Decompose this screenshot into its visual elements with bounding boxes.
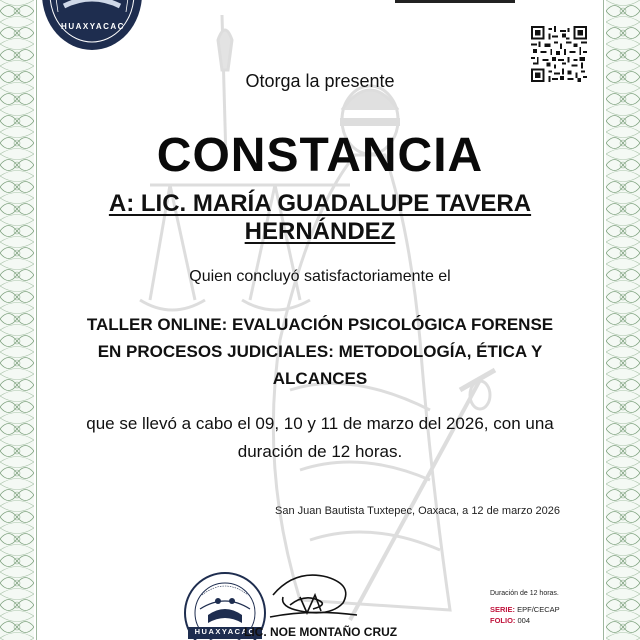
- recipient-name-line2: HERNÁNDEZ: [244, 218, 396, 245]
- course-title-line2: EN PROCESOS JUDICIALES: METODOLOGÍA, ÉTICA Y: [97, 342, 543, 361]
- folio-label: FOLIO:: [490, 616, 516, 625]
- course-title-line1: TALLER ONLINE: EVALUACIÓN PSICOLÓGICA FORENSE: [86, 315, 554, 334]
- signature-graphic: [265, 565, 360, 625]
- course-dates-line1: que se llevó a cabo el 09, 10 y 11 de marzo del 2026, con una: [86, 414, 554, 433]
- recipient-name: [0, 190, 640, 246]
- folio-value: 004: [517, 616, 531, 625]
- completion-text: Quien concluyó satisfactoriamente el: [189, 268, 451, 285]
- serie-info: [490, 605, 560, 614]
- folio-info: [490, 616, 530, 625]
- right-decorative-border: [606, 0, 640, 640]
- place-and-date: San Juan Bautista Tuxtepec, Oaxaca, a 12 de marzo 2026: [275, 505, 560, 517]
- serie-label: SERIE:: [490, 605, 516, 614]
- left-border-line: [36, 0, 37, 640]
- signatory-name: LIC. NOE MONTAÑO CRUZ: [244, 625, 398, 639]
- recipient-name-line1: A: LIC. MARÍA GUADALUPE TAVERA: [108, 190, 532, 217]
- course-dates-line2: duración de 12 horas.: [237, 442, 403, 461]
- logo-top-text: HUAXYACAC: [61, 22, 125, 31]
- top-decorative-line: [395, 0, 515, 3]
- course-title: [40, 311, 600, 392]
- serie-value: EPF/CECAP: [517, 605, 560, 614]
- left-decorative-border: [0, 0, 34, 640]
- right-border-line: [603, 0, 604, 640]
- duration-note: Duración de 12 horas.: [490, 590, 559, 597]
- course-title-line3: ALCANCES: [272, 369, 368, 388]
- course-dates: [40, 410, 600, 466]
- intro-text: Otorga la presente: [245, 71, 395, 91]
- logo-bottom-text: HUAXYACAC: [194, 627, 256, 636]
- certificate-title: CONSTANCIA: [156, 129, 484, 182]
